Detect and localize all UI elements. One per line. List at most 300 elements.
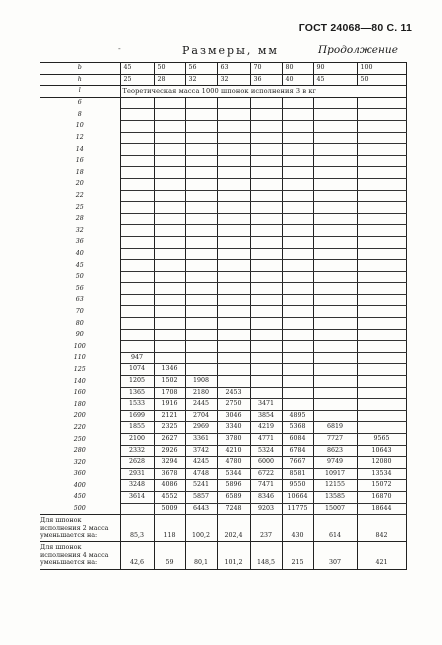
mass-cell — [250, 132, 282, 144]
mass-cell — [185, 236, 217, 248]
length-label: 400 — [40, 480, 120, 492]
mass-cell — [250, 144, 282, 156]
mass-cell — [154, 225, 185, 237]
length-label: 250 — [40, 434, 120, 446]
mass-cell: 10643 — [357, 445, 406, 457]
h-value: 45 — [313, 74, 357, 86]
length-label: 6 — [40, 97, 120, 109]
mass-cell — [250, 155, 282, 167]
mass-cell — [154, 271, 185, 283]
length-label: 90 — [40, 329, 120, 341]
mass-cell: 5857 — [185, 491, 217, 503]
mass-cell — [357, 109, 406, 121]
mass-cell: 2704 — [185, 410, 217, 422]
mass-cell: 6443 — [185, 503, 217, 515]
table-row — [40, 329, 406, 341]
mass-cell — [217, 271, 250, 283]
mass-cell: 5009 — [154, 503, 185, 515]
mass-cell: 4245 — [185, 457, 217, 469]
mass-cell: 4771 — [250, 434, 282, 446]
mass-cell — [250, 167, 282, 179]
mass-cell — [313, 283, 357, 295]
adjustment-label: Для шпонок исполнения 4 масса уменьшается на: — [40, 542, 120, 569]
adjustment-cell: 614 — [313, 515, 357, 542]
h-value: 50 — [357, 74, 406, 86]
mass-cell — [120, 178, 154, 190]
mass-cell — [313, 190, 357, 202]
b-value: 80 — [282, 63, 313, 75]
mass-cell — [250, 248, 282, 260]
length-label: 140 — [40, 376, 120, 388]
mass-cell — [120, 236, 154, 248]
mass-cell: 5896 — [217, 480, 250, 492]
adjustment-cell: 430 — [282, 515, 313, 542]
table-row — [40, 422, 406, 434]
mass-cell — [120, 341, 154, 353]
length-label: 40 — [40, 248, 120, 260]
mass-cell — [357, 318, 406, 330]
mass-cell — [357, 202, 406, 214]
mass-cell: 1346 — [154, 364, 185, 376]
mass-cell — [282, 271, 313, 283]
length-label: 100 — [40, 341, 120, 353]
mass-cell — [185, 283, 217, 295]
mass-cell — [313, 155, 357, 167]
mass-cell — [313, 376, 357, 388]
mass-cell — [185, 167, 217, 179]
mass-cell — [120, 329, 154, 341]
table-row — [40, 97, 406, 109]
length-label: 63 — [40, 294, 120, 306]
length-label: 10 — [40, 120, 120, 132]
mass-cell — [282, 376, 313, 388]
mass-cell — [282, 364, 313, 376]
b-value: 70 — [250, 63, 282, 75]
length-label: 200 — [40, 410, 120, 422]
mass-cell — [282, 352, 313, 364]
mass-cell: 1502 — [154, 376, 185, 388]
length-label: 110 — [40, 352, 120, 364]
mass-cell — [154, 202, 185, 214]
mass-cell — [357, 294, 406, 306]
mass-cell: 3742 — [185, 445, 217, 457]
mass-cell: 3678 — [154, 468, 185, 480]
mass-cell: 9749 — [313, 457, 357, 469]
mass-cell — [357, 144, 406, 156]
table-row — [40, 306, 406, 318]
mass-cell — [154, 109, 185, 121]
mass-cell — [217, 120, 250, 132]
mass-cell — [217, 260, 250, 272]
mass-cell — [217, 109, 250, 121]
mass-cell — [154, 248, 185, 260]
mass-cell — [120, 271, 154, 283]
mass-cell: 12155 — [313, 480, 357, 492]
mass-cell: 4780 — [217, 457, 250, 469]
b-value: 50 — [154, 63, 185, 75]
mass-cell: 9565 — [357, 434, 406, 446]
table-row — [40, 468, 406, 480]
mass-cell — [282, 109, 313, 121]
adjustment-cell: 202,4 — [217, 515, 250, 542]
mass-cell — [217, 364, 250, 376]
mass-cell — [357, 236, 406, 248]
mass-cell — [185, 260, 217, 272]
mass-cell: 2325 — [154, 422, 185, 434]
table-row — [40, 387, 406, 399]
mass-cell — [154, 352, 185, 364]
mass-cell — [282, 387, 313, 399]
mass-cell — [185, 225, 217, 237]
table-row — [40, 109, 406, 121]
table-row — [40, 491, 406, 503]
mass-cell — [120, 503, 154, 515]
table-row — [40, 294, 406, 306]
mass-cell — [282, 399, 313, 411]
mass-cell — [185, 97, 217, 109]
b-row — [40, 63, 406, 75]
mass-cell: 9203 — [250, 503, 282, 515]
table-row — [40, 445, 406, 457]
adjustment-cell: 307 — [313, 542, 357, 569]
mass-cell — [282, 144, 313, 156]
mass-cell: 9550 — [282, 480, 313, 492]
length-label: 25 — [40, 202, 120, 214]
length-label: 320 — [40, 457, 120, 469]
mass-cell — [217, 352, 250, 364]
mass-cell — [185, 271, 217, 283]
mass-cell — [357, 271, 406, 283]
mass-cell — [250, 213, 282, 225]
adjustment-cell: 80,1 — [185, 542, 217, 569]
length-label: 180 — [40, 399, 120, 411]
mass-cell — [282, 294, 313, 306]
mass-cell: 5241 — [185, 480, 217, 492]
adjustment-cell: 100,2 — [185, 515, 217, 542]
table-row — [40, 271, 406, 283]
mass-cell — [282, 341, 313, 353]
mass-cell: 1074 — [120, 364, 154, 376]
mass-cell — [120, 167, 154, 179]
mass-table — [40, 62, 407, 570]
length-label: 80 — [40, 318, 120, 330]
mass-cell: 8623 — [313, 445, 357, 457]
mass-cell — [250, 294, 282, 306]
mass-cell: 15007 — [313, 503, 357, 515]
mass-cell — [120, 120, 154, 132]
mass-cell: 3780 — [217, 434, 250, 446]
mass-cell — [154, 318, 185, 330]
length-label: 28 — [40, 213, 120, 225]
mass-cell — [154, 120, 185, 132]
mass-cell — [250, 352, 282, 364]
mass-cell: 13585 — [313, 491, 357, 503]
mass-cell — [250, 364, 282, 376]
mass-cell — [250, 376, 282, 388]
mass-cell — [357, 364, 406, 376]
mass-cell — [357, 376, 406, 388]
mass-cell: 3248 — [120, 480, 154, 492]
mass-cell — [313, 294, 357, 306]
mass-cell — [250, 120, 282, 132]
mass-cell — [282, 132, 313, 144]
mass-cell: 1908 — [185, 376, 217, 388]
mass-cell — [313, 132, 357, 144]
mass-cell: 5344 — [217, 468, 250, 480]
mass-cell — [217, 155, 250, 167]
mass-cell — [120, 213, 154, 225]
mass-cell: 6722 — [250, 468, 282, 480]
mass-cell — [185, 109, 217, 121]
mass-cell: 10664 — [282, 491, 313, 503]
mass-cell — [154, 236, 185, 248]
length-label: 16 — [40, 155, 120, 167]
mass-cell — [185, 155, 217, 167]
mass-cell — [120, 283, 154, 295]
table-row — [40, 283, 406, 295]
mass-cell — [313, 364, 357, 376]
mass-cell: 2453 — [217, 387, 250, 399]
mass-cell: 4895 — [282, 410, 313, 422]
mass-cell — [185, 306, 217, 318]
mass-cell — [313, 178, 357, 190]
mass-cell — [313, 144, 357, 156]
mass-cell — [217, 283, 250, 295]
mass-cell — [250, 283, 282, 295]
table-row — [40, 410, 406, 422]
mass-cell — [250, 260, 282, 272]
table-row — [40, 190, 406, 202]
mass-cell: 947 — [120, 352, 154, 364]
mass-cell — [185, 144, 217, 156]
mass-cell: 6819 — [313, 422, 357, 434]
mass-cell — [313, 248, 357, 260]
mass-cell — [250, 236, 282, 248]
mass-cell — [357, 352, 406, 364]
table-row — [40, 364, 406, 376]
version2-row — [40, 515, 406, 542]
adjustment-cell: 59 — [154, 542, 185, 569]
h-value: 28 — [154, 74, 185, 86]
table-row — [40, 236, 406, 248]
mass-cell — [313, 341, 357, 353]
mass-cell — [154, 341, 185, 353]
b-label: b — [40, 63, 120, 75]
mass-cell — [282, 236, 313, 248]
mass-cell: 6784 — [282, 445, 313, 457]
mass-cell — [250, 190, 282, 202]
adjustment-cell: 101,2 — [217, 542, 250, 569]
mass-cell — [357, 260, 406, 272]
mass-cell — [250, 202, 282, 214]
mass-cell — [357, 422, 406, 434]
h-value: 32 — [217, 74, 250, 86]
mass-cell — [120, 202, 154, 214]
length-label: 160 — [40, 387, 120, 399]
mass-cell — [313, 329, 357, 341]
continuation-label: Продолжение — [318, 44, 398, 56]
b-value: 45 — [120, 63, 154, 75]
mass-cell — [357, 190, 406, 202]
table-row — [40, 144, 406, 156]
length-label: 14 — [40, 144, 120, 156]
l-label: l — [40, 86, 120, 98]
mass-cell: 4210 — [217, 445, 250, 457]
mass-cell: 4086 — [154, 480, 185, 492]
length-label: 56 — [40, 283, 120, 295]
mass-cell — [282, 120, 313, 132]
mass-cell — [217, 190, 250, 202]
mass-cell: 13534 — [357, 468, 406, 480]
mass-cell — [313, 306, 357, 318]
mass-cell — [185, 213, 217, 225]
mass-cell — [313, 109, 357, 121]
mass-cell — [282, 318, 313, 330]
length-label: 280 — [40, 445, 120, 457]
mass-cell — [154, 155, 185, 167]
mass-cell: 15072 — [357, 480, 406, 492]
length-label: 45 — [40, 260, 120, 272]
mass-cell: 4748 — [185, 468, 217, 480]
mass-cell — [313, 271, 357, 283]
table-row — [40, 376, 406, 388]
mass-cell — [313, 410, 357, 422]
mass-cell — [217, 132, 250, 144]
mass-cell: 7248 — [217, 503, 250, 515]
length-label: 360 — [40, 468, 120, 480]
mass-cell — [282, 260, 313, 272]
mass-cell: 1533 — [120, 399, 154, 411]
mass-cell — [357, 225, 406, 237]
mass-cell — [217, 294, 250, 306]
mass-cell — [217, 248, 250, 260]
mass-cell — [217, 144, 250, 156]
mass-cell: 3854 — [250, 410, 282, 422]
mass-cell — [217, 213, 250, 225]
mass-cell: 12080 — [357, 457, 406, 469]
mass-cell: 1365 — [120, 387, 154, 399]
mass-cell — [250, 387, 282, 399]
table-row — [40, 318, 406, 330]
table-row — [40, 457, 406, 469]
mass-cell: 2121 — [154, 410, 185, 422]
table-row — [40, 260, 406, 272]
mass-cell: 2931 — [120, 468, 154, 480]
length-label: 8 — [40, 109, 120, 121]
mass-cell — [250, 306, 282, 318]
mass-cell — [313, 260, 357, 272]
table-row — [40, 352, 406, 364]
mass-cell: 2750 — [217, 399, 250, 411]
h-value: 32 — [185, 74, 217, 86]
mass-cell — [250, 341, 282, 353]
mass-cell — [357, 97, 406, 109]
mass-cell — [217, 167, 250, 179]
mass-cell: 2445 — [185, 399, 217, 411]
mass-cell — [185, 352, 217, 364]
table-row — [40, 120, 406, 132]
mass-cell: 18644 — [357, 503, 406, 515]
adjustment-cell: 237 — [250, 515, 282, 542]
table-row — [40, 132, 406, 144]
mass-cell — [313, 236, 357, 248]
mass-cell — [357, 167, 406, 179]
mass-cell — [185, 190, 217, 202]
table-row — [40, 434, 406, 446]
mass-cell: 3340 — [217, 422, 250, 434]
mass-cell — [282, 97, 313, 109]
mass-cell — [217, 329, 250, 341]
mass-cell: 7471 — [250, 480, 282, 492]
mass-cell: 16870 — [357, 491, 406, 503]
mass-cell: 2332 — [120, 445, 154, 457]
mass-cell — [313, 97, 357, 109]
length-label: 500 — [40, 503, 120, 515]
mass-cell — [217, 236, 250, 248]
length-label: 20 — [40, 178, 120, 190]
length-label: 22 — [40, 190, 120, 202]
mass-cell — [120, 260, 154, 272]
b-value: 63 — [217, 63, 250, 75]
length-label: 32 — [40, 225, 120, 237]
mass-cell: 2180 — [185, 387, 217, 399]
b-value: 100 — [357, 63, 406, 75]
mass-cell — [185, 120, 217, 132]
length-label: 12 — [40, 132, 120, 144]
mass-cell — [250, 318, 282, 330]
mass-cell: 3614 — [120, 491, 154, 503]
adjustment-cell: 118 — [154, 515, 185, 542]
length-label: 450 — [40, 491, 120, 503]
table-title: Размеры, мм — [182, 44, 279, 57]
mass-cell — [250, 225, 282, 237]
mass-cell — [154, 213, 185, 225]
mass-cell — [357, 329, 406, 341]
mass-cell: 6589 — [217, 491, 250, 503]
adjustment-cell: 148,5 — [250, 542, 282, 569]
mass-cell — [217, 202, 250, 214]
table-caption: Теоретическая масса 1000 шпонок исполнения 3 в кг — [120, 86, 406, 98]
mass-cell: 3046 — [217, 410, 250, 422]
length-label: 220 — [40, 422, 120, 434]
mass-cell: 6000 — [250, 457, 282, 469]
length-label: 50 — [40, 271, 120, 283]
mass-cell — [282, 213, 313, 225]
mass-cell — [154, 144, 185, 156]
mass-cell — [154, 190, 185, 202]
mass-cell — [357, 213, 406, 225]
mass-cell — [250, 329, 282, 341]
mass-cell — [357, 410, 406, 422]
mass-cell — [313, 202, 357, 214]
h-value: 40 — [282, 74, 313, 86]
mass-cell — [120, 294, 154, 306]
mass-cell — [313, 225, 357, 237]
mass-cell — [282, 190, 313, 202]
mass-cell — [120, 318, 154, 330]
mass-cell — [154, 306, 185, 318]
mass-cell — [185, 294, 217, 306]
mass-cell — [313, 352, 357, 364]
mass-cell — [217, 341, 250, 353]
mass-cell: 2627 — [154, 434, 185, 446]
table-row — [40, 225, 406, 237]
mass-cell — [357, 306, 406, 318]
version4-row — [40, 542, 406, 569]
mass-cell: 4219 — [250, 422, 282, 434]
mass-cell: 1855 — [120, 422, 154, 434]
b-value: 56 — [185, 63, 217, 75]
